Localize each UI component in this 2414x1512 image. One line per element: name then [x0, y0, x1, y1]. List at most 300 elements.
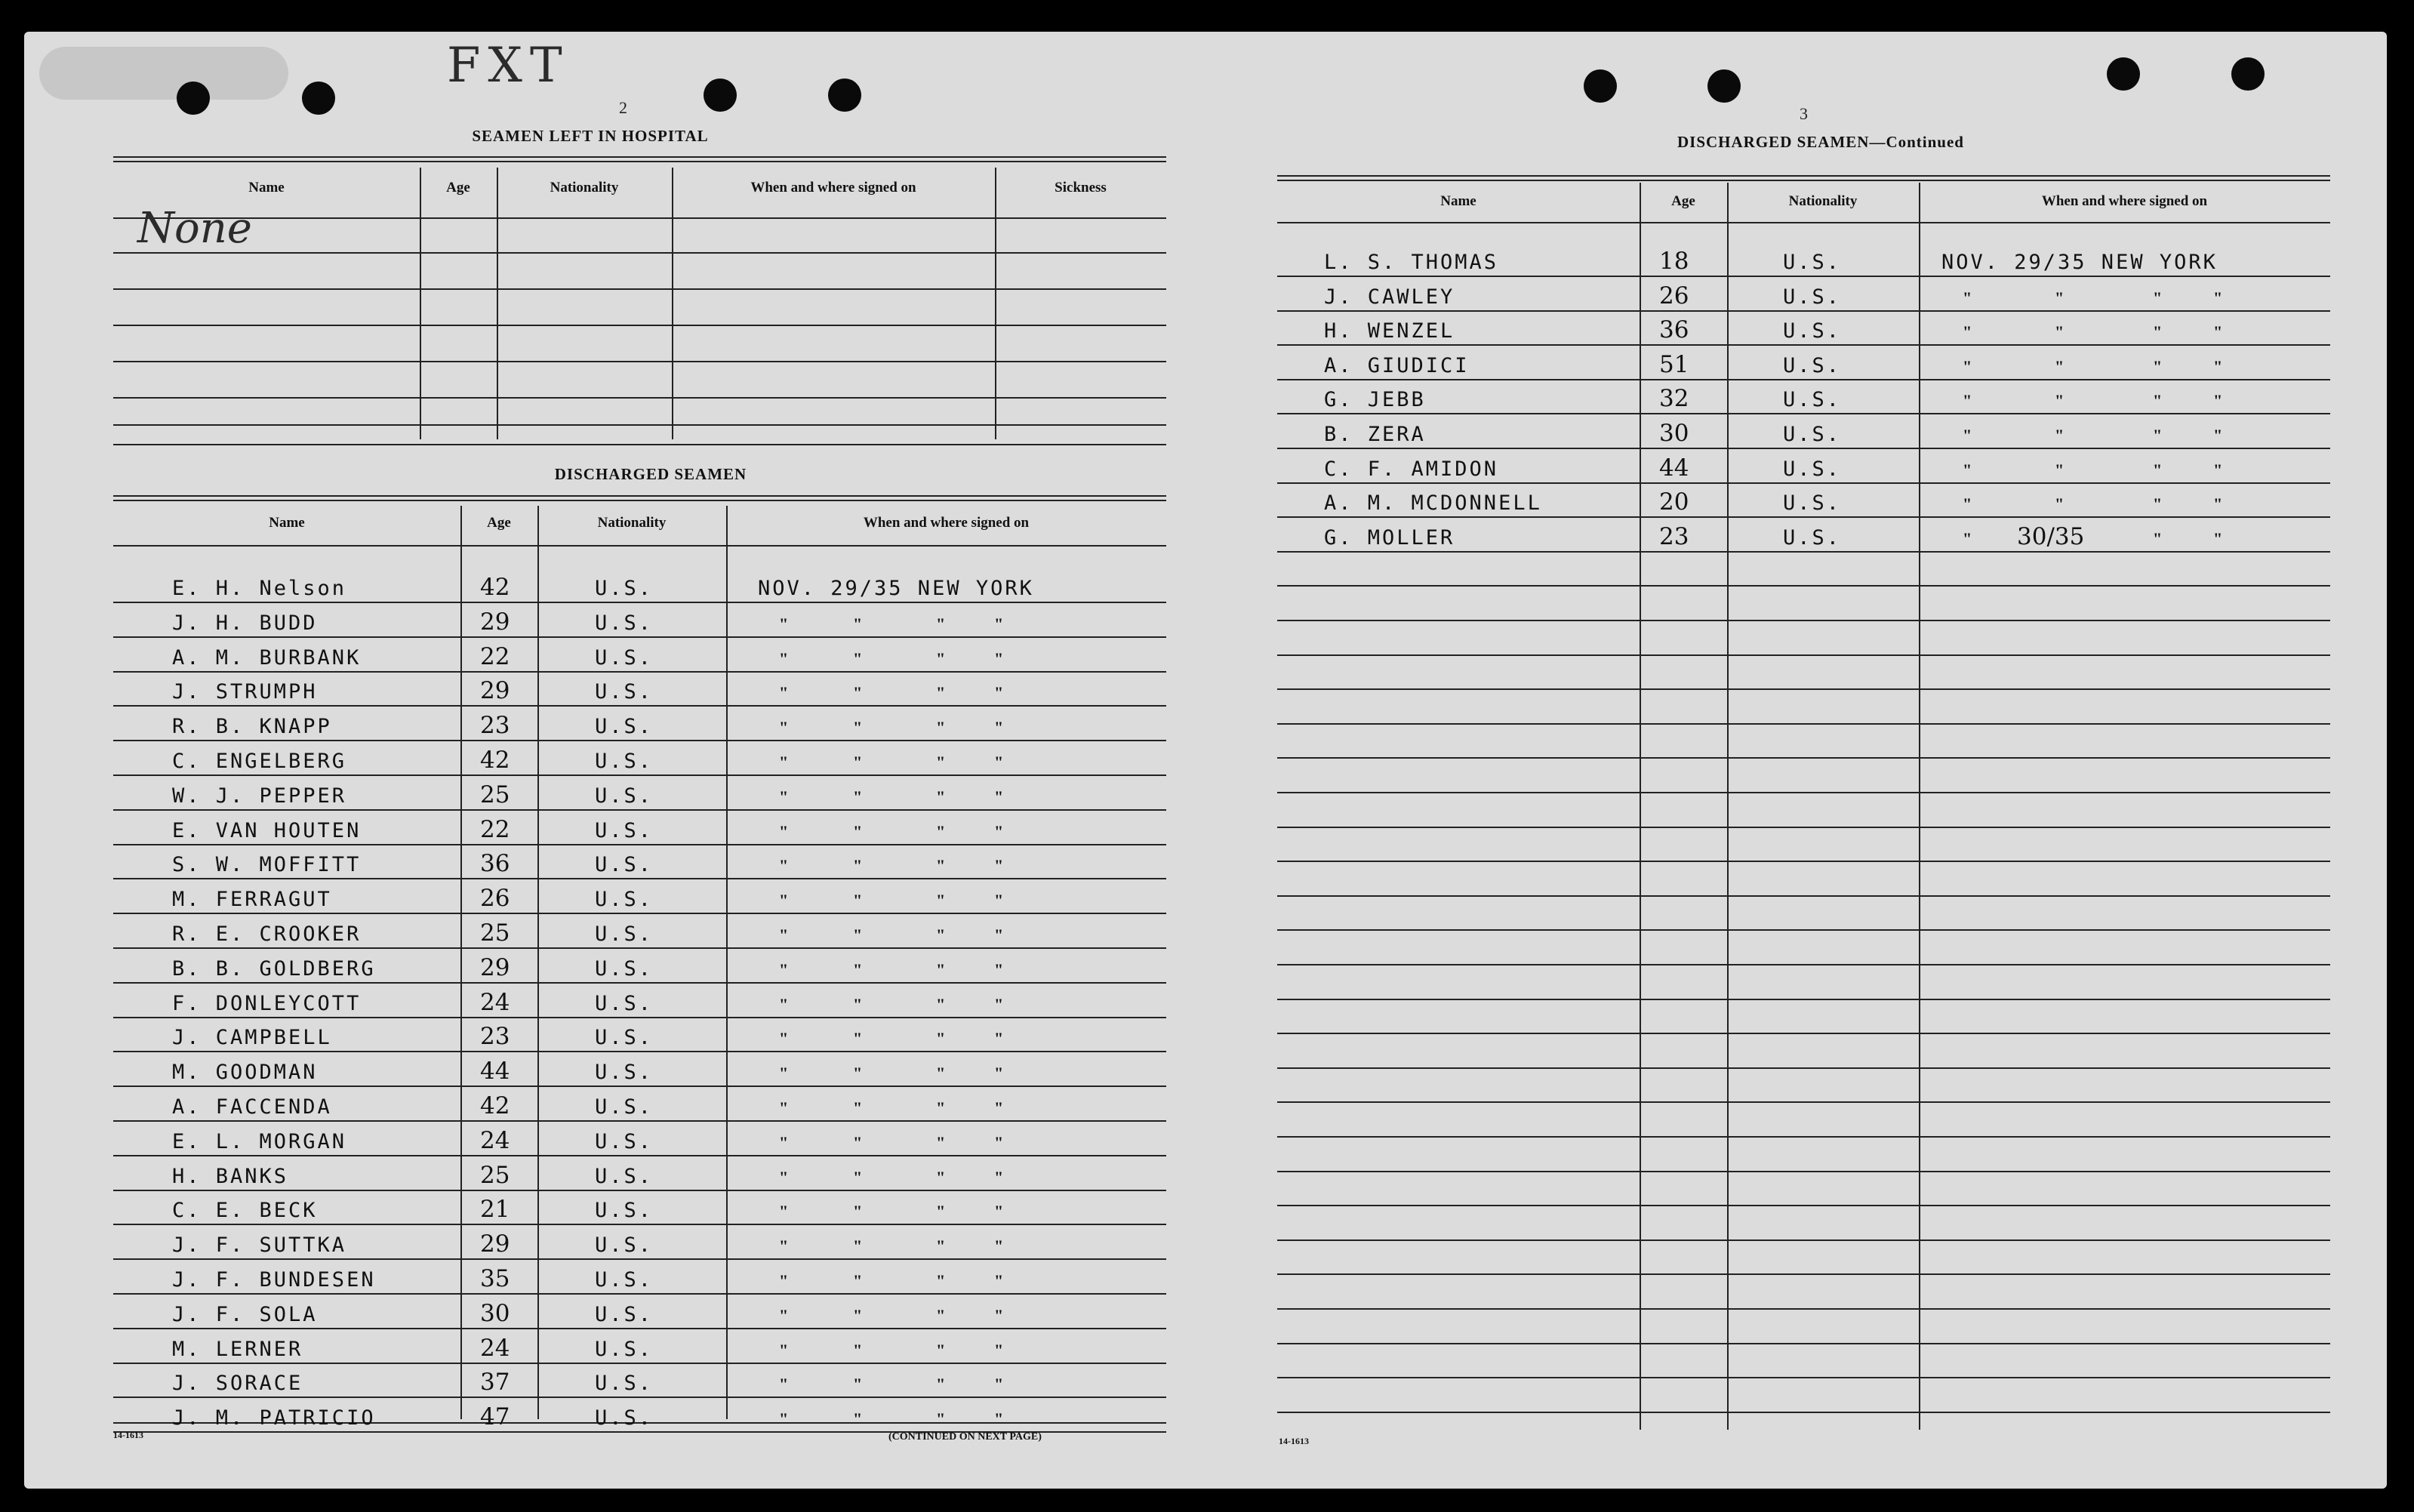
ditto-mark: ": [853, 1167, 863, 1187]
seaman-name: H. BANKS: [172, 1164, 289, 1188]
seaman-nationality: U.S.: [595, 818, 654, 842]
ditto-mark: ": [994, 1064, 1004, 1083]
row-rule: [1277, 1205, 2330, 1206]
row-rule: [1277, 1308, 2330, 1310]
seaman-name: A. GIUDICI: [1324, 353, 1470, 377]
seaman-name: J. CAMPBELL: [172, 1026, 332, 1050]
ditto-mark: ": [779, 1064, 789, 1083]
rule: [113, 156, 1166, 158]
seaman-nationality: U.S.: [1783, 388, 1842, 412]
ditto-mark: ": [2055, 460, 2065, 479]
row-rule: [1277, 723, 2330, 725]
ditto-mark: ": [2055, 356, 2065, 376]
signed-on: NOV. 29/35 NEW YORK: [1941, 251, 2218, 274]
column-header: Nationality: [550, 180, 619, 196]
row-rule: [113, 1155, 1166, 1156]
ditto-mark: ": [853, 1340, 863, 1360]
row-rule: [113, 1258, 1166, 1260]
row-rule: [1277, 895, 2330, 897]
row-rule: [1277, 757, 2330, 759]
seaman-name: E. VAN HOUTEN: [172, 818, 362, 842]
seaman-name: R. E. CROOKER: [172, 922, 362, 946]
row-rule: [113, 252, 1166, 254]
seaman-nationality: U.S.: [595, 1061, 654, 1085]
row-rule: [1277, 222, 2330, 223]
ditto-mark: ": [936, 1064, 946, 1083]
row-rule: [1277, 379, 2330, 380]
row-rule: [1277, 792, 2330, 793]
ditto-mark: ": [2153, 356, 2163, 376]
seaman-nationality: U.S.: [595, 1268, 654, 1292]
ditto-mark: ": [1963, 391, 1972, 411]
seaman-name: R. B. KNAPP: [172, 715, 332, 739]
ditto-mark: ": [2055, 391, 2065, 411]
ditto-mark: ": [1963, 460, 1972, 479]
ditto-mark: ": [853, 648, 863, 668]
page-number: 3: [1800, 104, 1808, 123]
seaman-nationality: U.S.: [1783, 353, 1842, 377]
ditto-mark: ": [853, 718, 863, 738]
ditto-mark: ": [779, 1029, 789, 1049]
ditto-mark: ": [994, 1236, 1004, 1256]
hospital-entry: None: [137, 204, 252, 253]
ditto-mark: ": [853, 1305, 863, 1325]
row-rule: [113, 1293, 1166, 1295]
row-rule: [113, 545, 1166, 547]
seaman-name: A. M. MCDONNELL: [1324, 491, 1542, 516]
ditto-mark: ": [853, 994, 863, 1014]
ditto-mark: ": [994, 1271, 1004, 1290]
ditto-mark: ": [994, 1098, 1004, 1117]
ditto-mark: ": [936, 1305, 946, 1325]
column-rule: [672, 168, 673, 439]
ditto-mark: ": [779, 1340, 789, 1360]
ditto-mark: ": [936, 925, 946, 944]
row-rule: [1277, 276, 2330, 277]
seaman-name: A. M. BURBANK: [172, 645, 362, 670]
ditto-mark: ": [853, 1029, 863, 1049]
seaman-name: C. ENGELBERG: [172, 750, 347, 773]
seaman-age: 36: [480, 850, 510, 878]
ditto-mark: ": [936, 1167, 946, 1187]
row-rule: [113, 1397, 1166, 1398]
seaman-nationality: U.S.: [595, 1233, 654, 1258]
column-rule: [1640, 183, 1641, 1430]
row-rule: [113, 397, 1166, 399]
seaman-age: 24: [480, 988, 510, 1016]
column-header: Age: [487, 515, 511, 531]
column-header: Name: [248, 180, 285, 196]
row-rule: [1277, 551, 2330, 553]
seaman-name: L. S. THOMAS: [1324, 251, 1499, 274]
form-number: 14-1613: [113, 1430, 143, 1440]
seaman-name: J. SORACE: [172, 1372, 303, 1396]
row-rule: [1277, 175, 2330, 177]
ditto-mark: ": [853, 856, 863, 876]
seaman-nationality: U.S.: [595, 1372, 654, 1396]
seaman-age: 23: [480, 1023, 510, 1051]
row-rule: [113, 982, 1166, 984]
ditto-mark: ": [779, 648, 789, 668]
ditto-mark: ": [936, 1340, 946, 1360]
ditto-mark: ": [936, 1236, 946, 1256]
smudge: [39, 47, 288, 100]
ditto-mark: ": [994, 821, 1004, 841]
seaman-age: 24: [480, 1334, 510, 1362]
ditto-mark: ": [779, 856, 789, 876]
seaman-nationality: U.S.: [595, 991, 654, 1015]
seaman-age: 44: [480, 1058, 510, 1085]
ditto-mark: ": [936, 1271, 946, 1290]
column-rule: [460, 506, 462, 1419]
ditto-mark: ": [853, 1375, 863, 1394]
ditto-mark: ": [2055, 426, 2065, 445]
discharged-continued-title: DISCHARGED SEAMEN—Continued: [1677, 133, 1964, 151]
seaman-nationality: U.S.: [595, 784, 654, 808]
ditto-mark: ": [994, 753, 1004, 771]
row-rule: [113, 636, 1166, 638]
hospital-title: SEAMEN LEFT IN HOSPITAL: [472, 127, 709, 145]
seaman-age: 30: [480, 1299, 510, 1327]
seaman-nationality: U.S.: [595, 1026, 654, 1050]
rule: [113, 495, 1166, 497]
seaman-nationality: U.S.: [595, 956, 654, 981]
seaman-age: 37: [480, 1369, 510, 1397]
ditto-mark: ": [779, 891, 789, 910]
ditto-mark: ": [936, 1029, 946, 1049]
row-rule: [1277, 1412, 2330, 1413]
seaman-nationality: U.S.: [1783, 319, 1842, 343]
seaman-age: 42: [480, 747, 510, 774]
row-rule: [113, 444, 1166, 445]
ditto-mark: ": [853, 1064, 863, 1083]
row-rule: [113, 913, 1166, 914]
row-rule: [1277, 310, 2330, 312]
row-rule: [1277, 1377, 2330, 1378]
ditto-mark: ": [853, 787, 863, 806]
seaman-nationality: U.S.: [1783, 457, 1842, 481]
column-header: Age: [446, 180, 470, 196]
ditto-mark: ": [994, 959, 1004, 979]
seaman-name: M. LERNER: [172, 1337, 303, 1361]
seaman-age: 42: [480, 1092, 510, 1119]
seaman-name: C. E. BECK: [172, 1199, 318, 1223]
seaman-age: 29: [480, 677, 510, 705]
seaman-name: J. STRUMPH: [172, 680, 318, 704]
seaman-nationality: U.S.: [595, 645, 654, 670]
seaman-nationality: U.S.: [595, 715, 654, 739]
row-rule: [1277, 482, 2330, 484]
ditto-mark: ": [853, 1409, 863, 1429]
column-rule: [1727, 183, 1729, 1430]
seaman-age: 25: [480, 1161, 510, 1189]
ditto-mark: ": [936, 787, 946, 806]
punch-hole: [704, 79, 737, 112]
discharged-title: DISCHARGED SEAMEN: [554, 465, 747, 483]
ditto-mark: ": [853, 1236, 863, 1256]
seaman-name: J. F. SOLA: [172, 1302, 318, 1326]
row-rule: [1277, 344, 2330, 346]
seaman-nationality: U.S.: [595, 680, 654, 704]
punch-hole: [302, 82, 335, 115]
ditto-mark: ": [1963, 322, 1972, 342]
ditto-mark: ": [779, 683, 789, 703]
row-rule: [1277, 1101, 2330, 1103]
ditto-mark: ": [936, 648, 946, 668]
ditto-mark: ": [936, 753, 946, 771]
column-rule: [497, 168, 498, 439]
seaman-nationality: U.S.: [595, 922, 654, 946]
seaman-age: 22: [480, 642, 510, 670]
seaman-nationality: U.S.: [595, 853, 654, 877]
row-rule: [113, 1051, 1166, 1052]
row-rule: [113, 1328, 1166, 1329]
row-rule: [1277, 654, 2330, 656]
ditto-mark: ": [1963, 288, 1972, 307]
seaman-name: J. F. SUTTKA: [172, 1233, 347, 1258]
ditto-mark: ": [936, 821, 946, 841]
ditto-mark: ": [1963, 528, 1972, 548]
seaman-nationality: U.S.: [595, 577, 654, 600]
row-rule: [1277, 1171, 2330, 1172]
document-sheet: [24, 32, 2387, 1489]
row-rule: [113, 361, 1166, 362]
seaman-name: G. MOLLER: [1324, 525, 1455, 550]
row-rule: [113, 740, 1166, 741]
seaman-age: 29: [480, 953, 510, 981]
ditto-mark: ": [936, 718, 946, 738]
rule: [113, 500, 1166, 501]
ditto-mark: ": [853, 959, 863, 979]
punch-hole: [2231, 57, 2265, 91]
seaman-name: B. ZERA: [1324, 423, 1426, 446]
column-rule: [420, 168, 421, 439]
seaman-name: A. FACCENDA: [172, 1095, 332, 1119]
row-rule: [113, 424, 1166, 426]
column-rule: [1919, 183, 1920, 1430]
ditto-mark: ": [994, 1202, 1004, 1221]
seaman-name: C. F. AMIDON: [1324, 457, 1499, 481]
seaman-age: 29: [480, 1230, 510, 1258]
row-rule: [1277, 516, 2330, 518]
seaman-nationality: U.S.: [595, 1406, 654, 1430]
column-header: Nationality: [1788, 193, 1858, 209]
row-rule: [113, 809, 1166, 811]
seaman-nationality: U.S.: [595, 1129, 654, 1153]
seaman-name: E. L. MORGAN: [172, 1129, 347, 1153]
row-rule: [113, 878, 1166, 879]
seaman-nationality: U.S.: [595, 1337, 654, 1361]
ditto-mark: ": [779, 1375, 789, 1394]
column-header: Name: [1440, 193, 1476, 209]
row-rule: [113, 774, 1166, 776]
seaman-age: 36: [1659, 316, 1689, 344]
ditto-mark: ": [2153, 391, 2163, 411]
seaman-age: 18: [1659, 248, 1689, 275]
seaman-age: 30: [1659, 420, 1689, 447]
ditto-mark: ": [779, 959, 789, 979]
seaman-age: 23: [1659, 522, 1689, 550]
seaman-name: J. F. BUNDESEN: [172, 1268, 376, 1292]
seaman-name: J. M. PATRICIO: [172, 1406, 376, 1430]
seaman-age: 25: [480, 919, 510, 947]
row-rule: [1277, 620, 2330, 621]
ditto-mark: ": [994, 891, 1004, 910]
seaman-nationality: U.S.: [595, 1199, 654, 1223]
ditto-mark: ": [779, 925, 789, 944]
seaman-name: J. CAWLEY: [1324, 285, 1455, 309]
ditto-mark: ": [2153, 322, 2163, 342]
column-header: When and where signed on: [863, 515, 1030, 531]
ditto-mark: ": [994, 787, 1004, 806]
seaman-name: E. H. Nelson: [172, 577, 347, 600]
ditto-mark: ": [994, 648, 1004, 668]
seaman-age: 20: [1659, 488, 1689, 516]
seaman-name: W. J. PEPPER: [172, 784, 347, 808]
ditto-mark: ": [994, 925, 1004, 944]
column-rule: [537, 506, 539, 1419]
ditto-mark: ": [2055, 288, 2065, 307]
column-header: When and where signed on: [2041, 193, 2208, 209]
row-rule: [1277, 964, 2330, 965]
row-rule: [113, 671, 1166, 673]
ditto-mark: ": [2213, 288, 2223, 307]
seaman-nationality: U.S.: [1783, 423, 1842, 446]
row-rule: [113, 325, 1166, 326]
ditto-mark: ": [994, 856, 1004, 876]
row-rule: [1277, 688, 2330, 690]
seaman-age: 44: [1659, 454, 1689, 482]
ditto-mark: ": [853, 1132, 863, 1152]
ditto-mark: ": [2153, 426, 2163, 445]
ditto-mark: ": [936, 683, 946, 703]
ditto-mark: ": [936, 1202, 946, 1221]
ditto-mark: ": [936, 1132, 946, 1152]
row-rule: [1277, 180, 2330, 181]
ditto-mark: ": [2153, 460, 2163, 479]
seaman-nationality: U.S.: [595, 750, 654, 773]
continued-note: (CONTINUED ON NEXT PAGE): [888, 1431, 1042, 1443]
handwritten-note: FXT: [447, 38, 570, 94]
row-rule: [1277, 1033, 2330, 1034]
ditto-mark: ": [779, 753, 789, 771]
ditto-mark: ": [936, 1375, 946, 1394]
rule: [113, 161, 1166, 162]
seaman-nationality: U.S.: [1783, 251, 1842, 274]
ditto-mark: ": [994, 1305, 1004, 1325]
ditto-mark: ": [2213, 391, 2223, 411]
ditto-mark: ": [994, 718, 1004, 738]
ditto-mark: ": [2153, 528, 2163, 548]
ditto-mark: ": [936, 856, 946, 876]
punch-hole: [177, 82, 210, 115]
ditto-mark: ": [994, 1167, 1004, 1187]
row-rule: [113, 288, 1166, 290]
seaman-nationality: U.S.: [595, 611, 654, 635]
ditto-mark: ": [994, 1132, 1004, 1152]
seaman-name: S. W. MOFFITT: [172, 853, 362, 877]
ditto-mark: ": [2213, 426, 2223, 445]
ditto-mark: ": [779, 1305, 789, 1325]
seaman-name: H. WENZEL: [1324, 319, 1455, 343]
ditto-mark: ": [1963, 356, 1972, 376]
signed-on: NOV. 29/35 NEW YORK: [758, 577, 1034, 600]
ditto-mark: ": [994, 1375, 1004, 1394]
row-rule: [1277, 585, 2330, 587]
seaman-age: 29: [480, 608, 510, 636]
ditto-mark: ": [2213, 528, 2223, 548]
ditto-mark: ": [779, 1271, 789, 1290]
row-rule: [113, 602, 1166, 603]
column-header: Name: [269, 515, 305, 531]
ditto-mark: ": [994, 994, 1004, 1014]
row-rule: [1277, 1343, 2330, 1344]
punch-hole: [2107, 57, 2140, 91]
ditto-mark: ": [2213, 322, 2223, 342]
seaman-nationality: U.S.: [1783, 491, 1842, 516]
ditto-mark: ": [994, 1340, 1004, 1360]
seaman-name: M. FERRAGUT: [172, 888, 332, 912]
seaman-name: B. B. GOLDBERG: [172, 956, 376, 981]
ditto-mark: ": [2055, 322, 2065, 342]
ditto-mark: ": [936, 1098, 946, 1117]
column-header: Age: [1671, 193, 1695, 209]
row-rule: [113, 217, 1166, 219]
ditto-mark: ": [2213, 356, 2223, 376]
ditto-mark: ": [936, 994, 946, 1014]
ditto-mark: ": [779, 821, 789, 841]
ditto-mark: ": [853, 821, 863, 841]
seaman-name: G. JEBB: [1324, 388, 1426, 412]
row-rule: [1277, 827, 2330, 828]
seaman-age: 23: [480, 712, 510, 740]
column-rule: [726, 506, 728, 1419]
signed-on-date: 30/35: [2017, 522, 2085, 550]
row-rule: [113, 705, 1166, 707]
punch-hole: [828, 79, 861, 112]
column-header: Sickness: [1055, 180, 1107, 196]
row-rule: [1277, 861, 2330, 862]
ditto-mark: ": [779, 1202, 789, 1221]
seaman-age: 25: [480, 781, 510, 808]
ditto-mark: ": [2213, 494, 2223, 514]
column-rule: [995, 168, 996, 439]
ditto-mark: ": [936, 959, 946, 979]
ditto-mark: ": [2153, 288, 2163, 307]
column-header: Nationality: [597, 515, 667, 531]
ditto-mark: ": [779, 1098, 789, 1117]
seaman-name: J. H. BUDD: [172, 611, 318, 635]
seaman-age: 42: [480, 574, 510, 601]
row-rule: [113, 1224, 1166, 1225]
row-rule: [1277, 929, 2330, 931]
ditto-mark: ": [853, 753, 863, 771]
seaman-age: 26: [480, 885, 510, 913]
row-rule: [1277, 448, 2330, 449]
punch-hole: [1584, 69, 1617, 103]
seaman-name: M. GOODMAN: [172, 1061, 318, 1085]
row-rule: [113, 1085, 1166, 1087]
ditto-mark: ": [853, 1271, 863, 1290]
seaman-nationality: U.S.: [595, 888, 654, 912]
ditto-mark: ": [1963, 426, 1972, 445]
ditto-mark: ": [853, 1202, 863, 1221]
row-rule: [1277, 1136, 2330, 1138]
seaman-nationality: U.S.: [595, 1095, 654, 1119]
ditto-mark: ": [779, 994, 789, 1014]
seaman-age: 35: [480, 1265, 510, 1292]
ditto-mark: ": [779, 1409, 789, 1429]
